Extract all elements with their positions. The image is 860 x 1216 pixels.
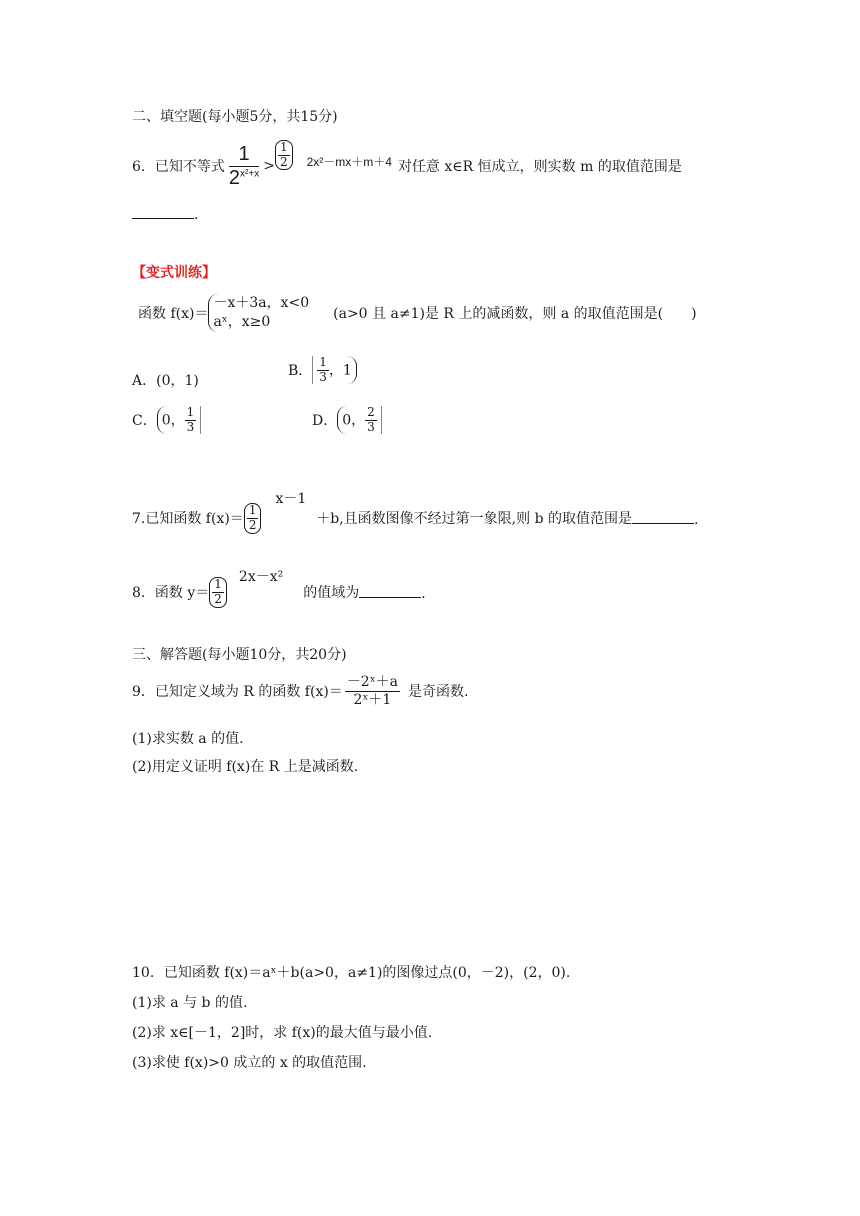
option-b — [288, 350, 357, 390]
piece-case-2: aˣ，x≥0 — [213, 314, 271, 330]
option-d-head: 0， — [342, 412, 366, 428]
section-title-solve: 三、解答题(每小题10分，共20分) — [132, 647, 347, 663]
q7-half-den: 2 — [248, 518, 257, 533]
option-c-interval — [157, 406, 202, 435]
option-d-interval — [337, 406, 382, 435]
q6-frac-base: 2 — [228, 166, 241, 189]
variant-lead: 函数 f(x)＝ — [138, 306, 209, 322]
q6-greater: > — [263, 158, 275, 174]
q6-frac-den — [229, 167, 259, 190]
q6-tail: 对任意 x∈R 恒成立，则实数 m 的取值范围是 — [397, 159, 682, 175]
question-8 — [132, 562, 426, 608]
q7-lead: 7.已知函数 f(x)＝ — [132, 511, 244, 527]
question-7 — [132, 480, 698, 536]
q9-lead: 9．已知定义域为 R 的函数 f(x)＝ — [132, 684, 343, 700]
variant-label: 【变式训练】 — [132, 265, 216, 281]
q6-answer-line — [132, 206, 198, 223]
q6-blank — [132, 206, 194, 219]
option-d — [312, 400, 382, 440]
q10-part-1: (1)求 a 与 b 的值. — [132, 995, 248, 1011]
q9-den: 2ˣ＋1 — [353, 691, 392, 708]
q7-tail: ＋b,且函数图像不经过第一象限,则 b 的取值范围是 — [316, 511, 632, 527]
option-b-interval — [312, 356, 357, 385]
q8-lead: 8．函数 y＝ — [132, 585, 210, 601]
q8-tail: 的值域为 — [303, 585, 360, 601]
q8-half-num: 1 — [214, 577, 222, 592]
q7-blank — [632, 511, 694, 524]
question-9 — [132, 668, 468, 714]
q6-lead: 6．已知不等式 — [132, 159, 225, 175]
q7-end: . — [694, 512, 699, 528]
q8-half-paren — [209, 577, 227, 608]
q7-half-paren — [244, 503, 262, 534]
option-c-num: 1 — [186, 404, 195, 419]
option-c-label: C． — [132, 413, 157, 429]
q9-part-2: (2)用定义证明 f(x)在 R 上是减函数. — [132, 759, 359, 775]
q8-exponent: 2x－x² — [238, 569, 284, 585]
piecewise-function — [208, 294, 309, 332]
q6-frac-exp: x²+x — [240, 167, 260, 179]
q6-end: . — [194, 207, 199, 223]
q7-exponent: x－1 — [275, 491, 307, 507]
q6-exponent: 2x²－mx＋m＋4 — [306, 154, 392, 169]
variant-tail: (a>0 且 a≠1)是 R 上的减函数，则 a 的取值范围是( ) — [333, 306, 697, 322]
q8-end: . — [421, 586, 426, 602]
option-a: A．(0，1) — [132, 373, 199, 389]
q6-half-num: 1 — [279, 139, 288, 154]
q8-answer — [359, 585, 425, 602]
q8-half-den: 2 — [214, 592, 222, 607]
option-c — [132, 400, 201, 440]
q9-num: －2ˣ＋a — [346, 674, 398, 691]
variant-question — [138, 292, 697, 334]
option-d-label: D． — [312, 413, 338, 429]
q9-part-1: (1)求实数 a 的值. — [132, 731, 244, 747]
option-c-den: 3 — [186, 419, 195, 434]
q6-half-den: 2 — [279, 154, 288, 169]
q6-frac-num: 1 — [229, 143, 259, 167]
option-b-label: B． — [288, 363, 313, 379]
question-6 — [132, 136, 682, 196]
q9-tail: 是奇函数. — [408, 684, 469, 700]
option-b-num: 1 — [319, 354, 327, 369]
option-d-num: 2 — [367, 404, 375, 419]
option-c-head: 0， — [161, 412, 185, 428]
q8-blank — [359, 585, 421, 598]
q7-answer — [632, 511, 698, 528]
q6-half-paren — [275, 140, 293, 171]
question-10: 10．已知函数 f(x)＝aˣ＋b(a>0，a≠1)的图像过点(0，－2)，(2，0). — [132, 965, 571, 981]
q7-half-num: 1 — [248, 503, 257, 518]
option-b-den: 3 — [319, 369, 327, 384]
q9-fraction — [345, 674, 400, 707]
piece-case-1: －x＋3a，x<0 — [213, 295, 310, 312]
q10-part-3: (3)求使 f(x)>0 成立的 x 的取值范围. — [132, 1055, 367, 1071]
q10-part-2: (2)求 x∈[－1，2]时，求 f(x)的最大值与最小值. — [132, 1025, 433, 1041]
q6-fraction — [229, 143, 259, 190]
option-b-tail: ，1 — [328, 362, 352, 378]
option-d-den: 3 — [367, 419, 375, 434]
section-title-fill-in: 二、填空题(每小题5分，共15分) — [132, 109, 338, 125]
